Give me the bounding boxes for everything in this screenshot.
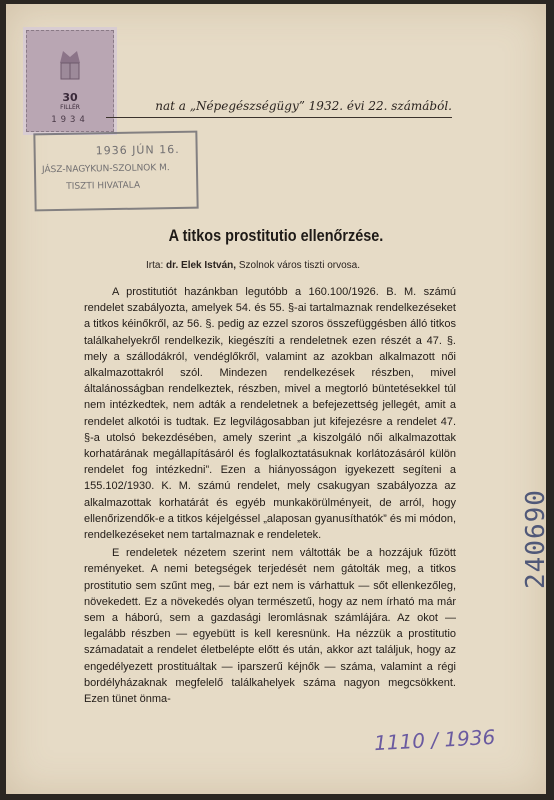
byline-suffix: Szolnok város tiszti orvosa. [238,260,361,271]
office-stamp-date: 1936 JÚN 16. [95,142,180,158]
paragraph-2: E rendeletek nézetem szerint nem váltották be a hozzájuk fűzött reményeket. A nemi betegségek terjedését nem gátolták meg, a titkos prostitutio sem szűnt meg, — bár ezt nem is várhattuk — sőt ellenkezőleg, növekedett. Ez a növekedés olyan természetű, hogy az nem írható ma már sem a háború, sem a gazdasági leromlásnak számlájára. Az okot — legalább részben — egyebütt is kell keresnünk. Ha nézzük a prostitutio számadatait a rendelet életbelépte előtt és után, akkor azt találjuk, hogy az engedélyezett prostituáltak — iparszerű kéjnők — száma, valamint a régi bordélyházaknak megfelelő találkahelyek száma nagyon megcsökkent. Ezen tünet önma- [84,547,456,706]
byline-author: dr. Elek István, [166,260,237,271]
office-stamp-line1: JÁSZ-NAGYKUN-SZOLNOK M. [41,163,170,176]
stamp-year: 1934 [51,115,89,125]
document-page [6,4,551,794]
stamp-currency: FILLÉR [60,104,80,111]
paragraph-1: A prostitutiót hazánkban legutóbb a 160.100/1926. B. M. számú rendelet szabályozta, amelyek 54. és 55. §-ai tartalmaznak rendelkezéseket a titkos kéinőkről, az 56. §. pedig az ezzel szoros összefüggésben álló titkos találkahelyekről rendelkezik, kiegészíti a rendeletnek ezen részét a 47. §. mely a szállodákról, vendéglőkről, valamint az azokban alkalmazott női alkalmazottakról szól. Mindezen rendelkezések részben, mivel általánosságban rendelkeztek, részben, mivel a megtorló büntetésekkel túl nem intézkedtek, nem adták a rendeletnek a befejezettség jellegét, amit a rendelet alkotói is tudtak. Ez legvilágosabban jut kifejezésre a rendelet 47. §-a utolsó bekezdésében, amely szerint „a kiszolgáló női alkalmazottak korhatárának megállapításáról és foglalkoztatásuknak korlátozásáról külön rendelet fog intézkedni”. Ezen a hiányosságon igyekezett segíteni a 155.102/1930. K. M. számú rendelet, mely csakugyan szabályozza az alkalmazottak korhatárát és egyéb munkakörülményeit, de arról, hogy ellenőrizendők-e a titkos kéjelgéssel „alaposan gyanusíthatók” és mi módon, rendelkezéseket nem tartalmaznak e rendeletek. [84,286,456,542]
office-stamp [33,131,198,212]
revenue-stamp [26,30,114,132]
article-title: A titkos prostitutio ellenőrzése. [168,226,384,245]
archive-number: 240690 [521,489,551,589]
article-body [84,284,456,707]
byline [146,260,360,271]
office-stamp-line2: TISZTI HIVATALA [66,180,141,192]
crown-icon [55,43,85,83]
byline-prefix: Irta: [146,260,164,271]
stamp-value: 30 [62,91,78,104]
handwritten-note: 1110 / 1936 [373,724,496,756]
publication-header: nat a „Népegészségügy” 1932. évi 22. számából. [106,99,452,118]
